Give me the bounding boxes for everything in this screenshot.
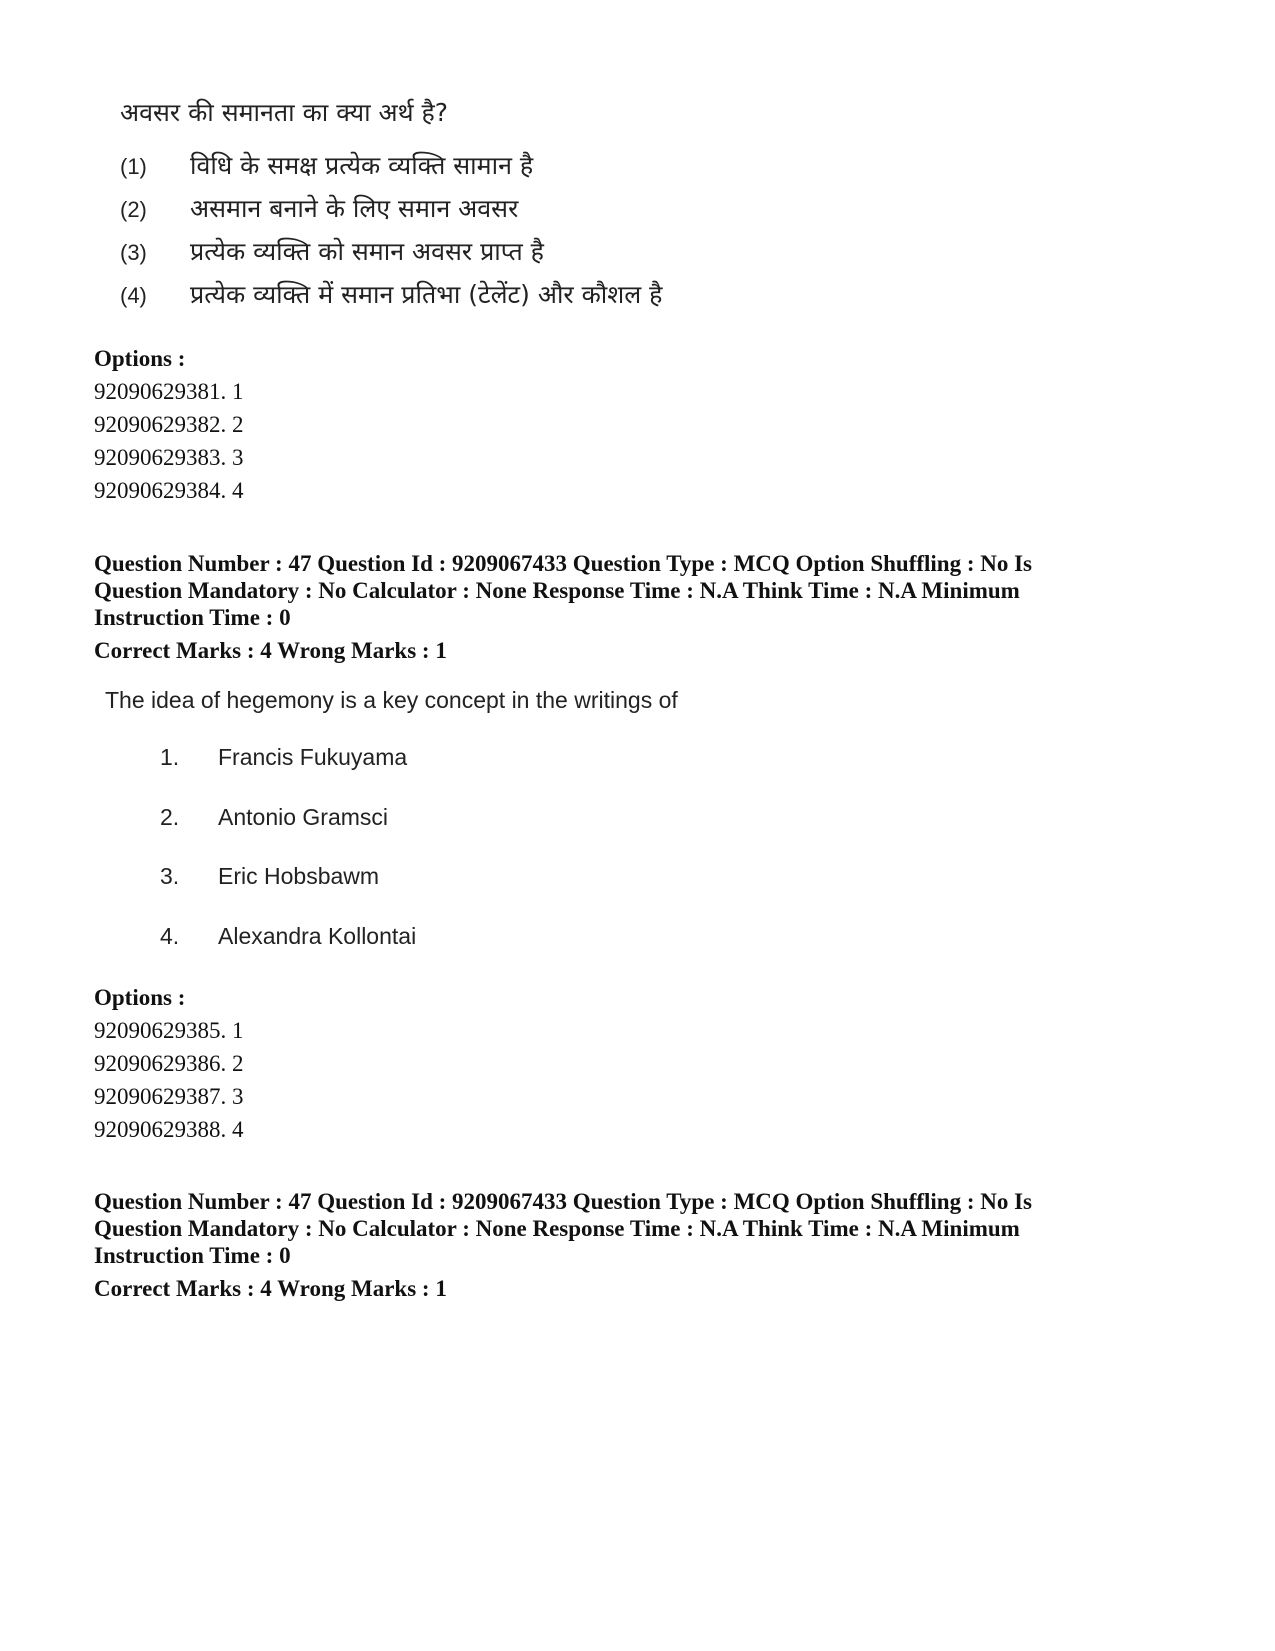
meta-line: Question Number : 47 Question Id : 9209067433 Question Type : MCQ Option Shuffling : No Is xyxy=(94,551,1033,576)
marks-line: Correct Marks : 4 Wrong Marks : 1 xyxy=(94,638,447,663)
hindi-option xyxy=(120,148,820,191)
english-option-text: Eric Hobsbawm xyxy=(218,863,380,889)
meta-line: Question Mandatory : No Calculator : None Response Time : N.A Think Time : N.A Minimum xyxy=(94,578,1020,603)
option-id-line: 92090629386. 2 xyxy=(94,1051,244,1076)
options-list-2 xyxy=(94,981,694,1146)
hindi-question-text: अवसर की समानता का क्या अर्थ है? xyxy=(120,98,449,127)
hindi-option xyxy=(120,277,820,320)
option-id-line: 92090629381. 1 xyxy=(94,379,244,404)
hindi-option-text: असमान बनाने के लिए समान अवसर xyxy=(190,194,519,223)
meta-line: Question Mandatory : No Calculator : None Response Time : N.A Think Time : N.A Minimum xyxy=(94,1216,1020,1241)
option-id-line: 92090629388. 4 xyxy=(94,1117,244,1142)
option-id-line: 92090629385. 1 xyxy=(94,1018,244,1043)
question-meta-2 xyxy=(94,1188,1194,1302)
hindi-option-text: प्रत्येक व्यक्ति में समान प्रतिभा (टेलेंट) और कौशल है xyxy=(190,280,663,309)
options-list-1 xyxy=(94,342,694,507)
english-option-number: 1. xyxy=(160,744,180,770)
question-meta-1 xyxy=(94,550,1194,664)
meta-line: Instruction Time : 0 xyxy=(94,1243,291,1268)
hindi-option-number: (4) xyxy=(120,283,147,308)
hindi-option xyxy=(120,234,820,277)
english-option xyxy=(105,923,905,983)
marks-line: Correct Marks : 4 Wrong Marks : 1 xyxy=(94,1276,447,1301)
option-id-line: 92090629384. 4 xyxy=(94,478,244,503)
english-options xyxy=(105,744,905,982)
english-option-number: 2. xyxy=(160,803,180,830)
english-option-text: Antonio Gramsci xyxy=(218,803,389,830)
option-id-line: 92090629383. 3 xyxy=(94,445,244,470)
english-option-text: Francis Fukuyama xyxy=(218,744,408,770)
hindi-option-text: प्रत्येक व्यक्ति को समान अवसर प्राप्त है xyxy=(190,237,544,266)
options-label: Options : xyxy=(94,985,186,1010)
hindi-option-number: (3) xyxy=(120,240,147,265)
english-option xyxy=(105,744,905,804)
english-option-text: Alexandra Kollontai xyxy=(218,922,417,949)
hindi-option-text: विधि के समक्ष प्रत्येक व्यक्ति सामान है xyxy=(190,151,534,180)
option-id-line: 92090629382. 2 xyxy=(94,412,244,437)
hindi-option-number: (1) xyxy=(120,154,147,179)
english-option xyxy=(105,863,905,923)
english-option-number: 4. xyxy=(160,922,180,949)
hindi-option-number: (2) xyxy=(120,197,147,222)
english-option xyxy=(105,804,905,864)
option-id-line: 92090629387. 3 xyxy=(94,1084,244,1109)
options-label: Options : xyxy=(94,346,186,371)
meta-line: Instruction Time : 0 xyxy=(94,605,291,630)
english-question-text: The idea of hegemony is a key concept in the writings of xyxy=(105,687,678,713)
hindi-option xyxy=(120,191,820,234)
meta-line: Question Number : 47 Question Id : 9209067433 Question Type : MCQ Option Shuffling : No Is xyxy=(94,1189,1033,1214)
hindi-question-block xyxy=(120,96,820,320)
english-question-block xyxy=(105,684,905,982)
english-option-number: 3. xyxy=(160,863,180,889)
